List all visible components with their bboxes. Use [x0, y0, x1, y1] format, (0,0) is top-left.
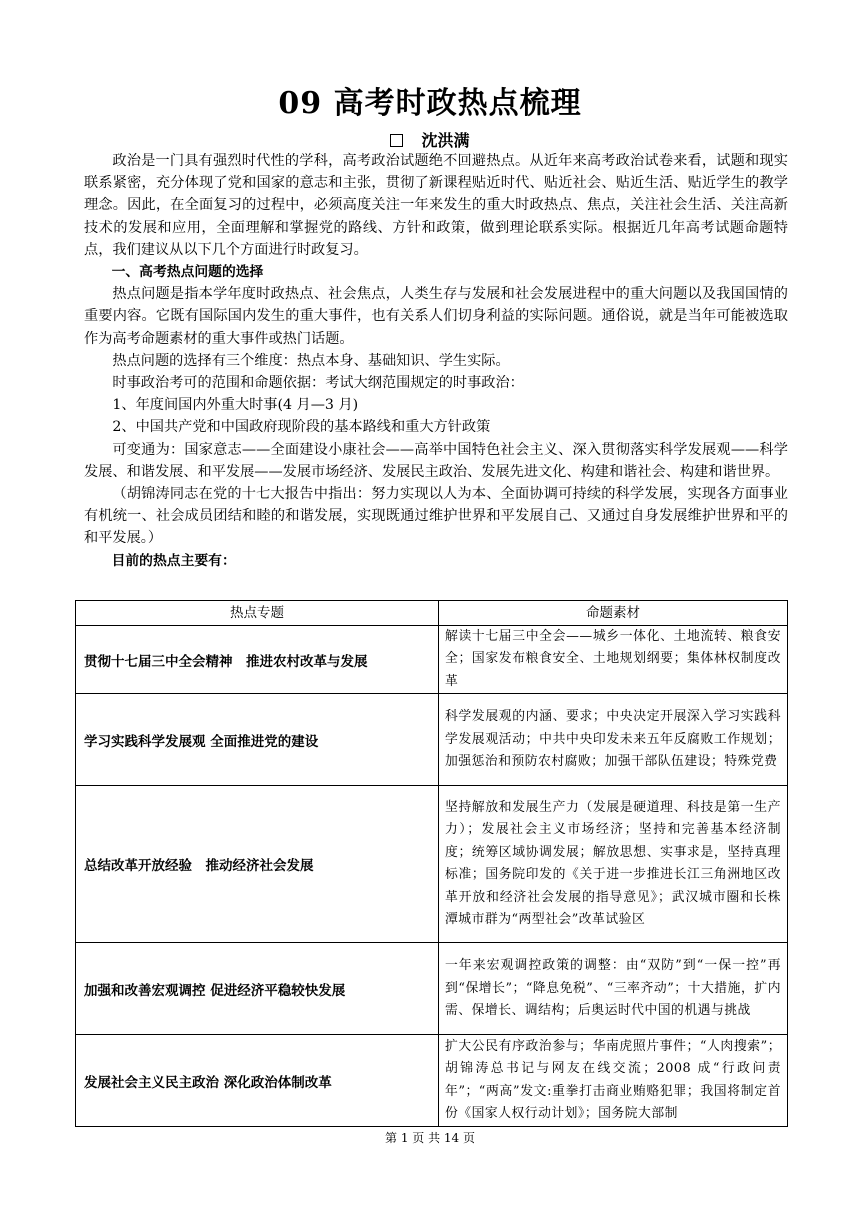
paragraph: 可变通为：国家意志——全面建设小康社会——高举中国特色社会主义、深入贯彻落实科学发展观——科学发展、和谐发展、和平发展——发展市场经济、发展民主政治、发展先进文化、构建和谐社会、构建和谐世界。: [84, 441, 788, 480]
topic-cell: 学习实践科学发展观 全面推进党的建设: [76, 694, 439, 786]
material-cell: 坚持解放和发展生产力（发展是硬道理、科技是第一生产力）；发展社会主义市场经济；坚持和完善基本经济制度；统筹区域协调发展；解放思想、实事求是，坚持真理标准；国务院印发的《关于进一步推进长江三角洲地区改革开放和经济社会发展的指导意见》；武汉城市圈和长株潭城市群为“两型社会”改革试验区: [439, 786, 788, 943]
material-cell: 解读十七届三中全会——城乡一体化、土地流转、粮食安全；国家发布粮食安全、土地规划纲要；集体林权制度改革: [439, 626, 788, 694]
material-cell: 科学发展观的内涵、要求；中央决定开展深入学习实践科学发展观活动；中共中央印发未来五年反腐败工作规划；加强惩治和预防农村腐败；加强干部队伍建设；特殊党费: [439, 694, 788, 786]
paragraph: （胡锦涛同志在党的十七大报告中指出：努力实现以人为本、全面协调可持续的科学发展，实现各方面事业有机统一、社会成员团结和睦的和谐发展，实现既通过维护世界和平发展自己、又通过自身发展维护世界和平的和平发展。）: [84, 486, 788, 547]
checkbox-square-icon: [390, 134, 403, 147]
topic-cell: 加强和改善宏观调控 促进经济平稳较快发展: [76, 943, 439, 1035]
section-heading: 一、高考热点问题的选择: [111, 264, 264, 281]
author-name: 沈洪满: [421, 131, 470, 150]
table-row: [76, 1035, 788, 1127]
paragraph: 时事政治考可的范围和命题依据：考试大纲范围规定的时事政治：: [112, 375, 524, 392]
hotspot-table: [75, 600, 788, 1127]
list-item: 2、中国共产党和中国政府现阶段的基本路线和重大方针政策: [112, 419, 491, 436]
paragraph: 热点问题是指本学年度时政热点、社会焦点，人类生存与发展和社会发展进程中的重大问题以及我国国情的重要内容。它既有国际国内发生的重大事件，也有关系人们切身利益的实际问题。通俗说，就是当年可能被选取作为高考命题素材的重大事件或热门话题。: [84, 286, 788, 347]
paragraph: 热点问题的选择有三个维度：热点本身、基础知识、学生实际。: [112, 352, 510, 369]
topic-cell: 贯彻十七届三中全会精神 推进农村改革与发展: [76, 626, 439, 694]
document-title: 09 高考时政热点梳理: [278, 86, 582, 121]
column-header-material: 命题素材: [439, 601, 788, 626]
table-row: [76, 626, 788, 694]
column-header-topic: 热点专题: [76, 601, 439, 626]
author-line: [0, 131, 860, 151]
material-cell: 一年来宏观调控政策的调整：由“双防”到“一保一控”再到“保增长”；“降息免税”、“三率齐动”；十大措施，扩内需、保增长、调结构；后奥运时代中国的机遇与挑战: [439, 943, 788, 1035]
table-caption: 目前的热点主要有：: [111, 552, 236, 569]
table-header-row: [76, 601, 788, 626]
material-cell: 扩大公民有序政治参与；华南虎照片事件；“人肉搜索”；胡锦涛总书记与网友在线交流；2008 成“行政问责年”；“两高”发文:重拳打击商业贿赂犯罪；我国将制定首份《国家人权行动计划》；国务院大部制: [439, 1035, 788, 1127]
table-row: [76, 786, 788, 943]
table-row: [76, 943, 788, 1035]
topic-cell: 总结改革开放经验 推动经济社会发展: [76, 786, 439, 943]
topic-cell: 发展社会主义民主政治 深化政治体制改革: [76, 1035, 439, 1127]
table-row: [76, 694, 788, 786]
list-item: 1、年度间国内外重大时事(4 月—3 月): [112, 397, 359, 414]
page-footer: 第 1 页 共 14 页: [385, 1131, 475, 1145]
intro-paragraph: 政治是一门具有强烈时代性的学科，高考政治试题绝不回避热点。从近年来高考政治试卷来看，试题和现实联系紧密，充分体现了党和国家的意志和主张，贯彻了新课程贴近时代、贴近社会、贴近生活、贴近学生的教学理念。因此，在全面复习的过程中，必须高度关注一年来发生的重大时政热点、焦点，关注社会生活、关注高新技术的发展和应用，全面理解和掌握党的路线、方针和政策，做到理论联系实际。根据近几年高考试题命题特点，我们建议从以下几个方面进行时政复习。: [84, 153, 788, 258]
body-text: [84, 150, 788, 572]
